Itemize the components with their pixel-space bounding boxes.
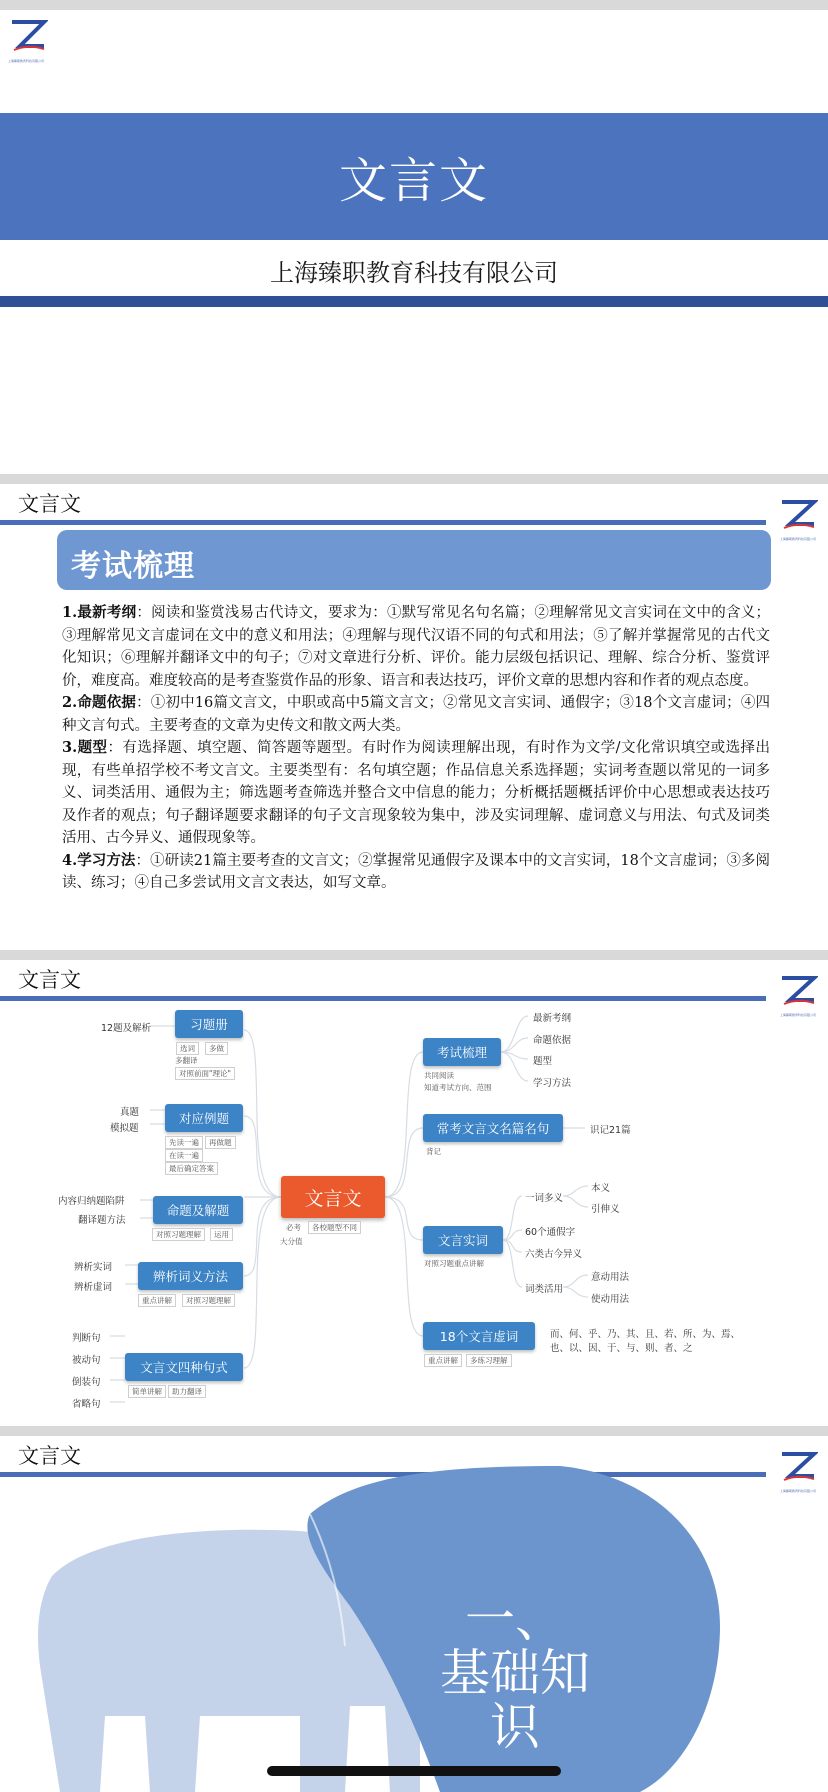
- node-tag: 多练习理解: [466, 1354, 512, 1367]
- node-tag: 知道考试方向、范围: [424, 1083, 492, 1092]
- logo-caption: 上海臻职教育科技有限公司: [779, 1489, 816, 1493]
- node-tag: 共同阅读: [424, 1071, 454, 1080]
- title-band: [0, 113, 828, 240]
- node-tag: 助力翻译: [168, 1385, 206, 1398]
- item-label: 1.最新考纲: [62, 604, 137, 621]
- cover-title: 文言文: [338, 153, 489, 209]
- slide-section-basics: [0, 1436, 828, 1792]
- leaf: 一词多义: [525, 1193, 564, 1204]
- logo-caption: 上海臻职教育科技有限公司: [779, 537, 816, 541]
- section-banner: [57, 530, 771, 590]
- leaf: 识记21篇: [590, 1125, 631, 1136]
- mind-map-center: 文言文: [281, 1176, 385, 1218]
- company-logo: [8, 18, 48, 63]
- leaf: 题型: [533, 1056, 553, 1067]
- leaf: 本义: [591, 1183, 611, 1194]
- node-tag: 多做: [205, 1042, 228, 1055]
- leaf: 六类古今异义: [525, 1249, 583, 1260]
- company-logo: [778, 498, 818, 541]
- banner-title: 考试梳理: [71, 549, 195, 584]
- slide-cover: [0, 10, 828, 474]
- leaf: 引伸义: [591, 1204, 620, 1215]
- node-tag: 选词: [176, 1042, 199, 1055]
- node-tag: 重点讲解: [424, 1354, 462, 1367]
- node-questions-solutions: 命题及解题: [153, 1196, 243, 1224]
- slide-header: 文言文: [18, 1444, 81, 1468]
- leaf: 而、何、乎、乃、其、且、若、所、为、焉、: [550, 1329, 741, 1340]
- leaf: 最新考纲: [533, 1013, 572, 1024]
- node-tag: 对照习题重点讲解: [424, 1259, 484, 1268]
- slide-header: 文言文: [18, 968, 81, 992]
- exam-item: [62, 850, 770, 895]
- leaf: 判断句: [72, 1333, 101, 1344]
- node-tag: 对照习题理解: [152, 1228, 205, 1241]
- z-logo-icon: [778, 498, 818, 532]
- leaf: 真题: [120, 1107, 140, 1118]
- leaf: 60个通假字: [525, 1227, 576, 1238]
- leaf: 也、以、因、于、与、则、者、之: [550, 1343, 693, 1354]
- item-label: 4.学习方法: [62, 851, 136, 869]
- node-tag: 简单讲解: [128, 1385, 166, 1398]
- node-word-meaning-methods: 辨析词义方法: [138, 1262, 243, 1290]
- node-exercise-book: 习题册: [175, 1010, 243, 1038]
- node-tag: 最后确定答案: [165, 1162, 218, 1175]
- header-rule: [0, 520, 766, 525]
- node-four-sentence-patterns: 文言文四种句式: [125, 1353, 243, 1381]
- slide-exam-overview: [0, 484, 828, 950]
- leaf: 倒装句: [72, 1377, 101, 1388]
- node-tag: 再做题: [205, 1136, 236, 1149]
- leaf: 模拟题: [110, 1123, 139, 1134]
- mind-map: [0, 960, 828, 1426]
- center-tag: 各校题型不同: [308, 1221, 361, 1234]
- exam-item: [62, 692, 770, 737]
- leaf: 命题依据: [533, 1035, 572, 1046]
- leaf: 使动用法: [591, 1294, 630, 1305]
- leaf: 12题及解析: [101, 1023, 152, 1034]
- item-text: ：①研读21篇主要考查的文言文；②掌握常见通假字及课本中的文言实词，18个文言虚词；③多阅读、练习；④自己多尝试用文言文表达，如写文章。: [62, 852, 770, 891]
- home-indicator[interactable]: [267, 1766, 561, 1776]
- item-label: 2.命题依据: [62, 694, 137, 711]
- divider-bar: [0, 296, 828, 307]
- node-function-words: 18个文言虚词: [423, 1322, 535, 1350]
- leaf: 翻译题方法: [78, 1215, 126, 1226]
- item-label: 3.题型: [62, 739, 108, 756]
- node-tag: 对照前面"理论": [175, 1067, 235, 1080]
- leaf: 辨析虚词: [74, 1282, 113, 1293]
- leaf: 辨析实词: [74, 1262, 113, 1273]
- leaf: 词类活用: [525, 1284, 564, 1295]
- node-example-questions: 对应例题: [165, 1104, 243, 1132]
- section-title-line: 一、: [465, 1590, 565, 1648]
- node-tag: 先读一遍: [165, 1136, 203, 1149]
- item-text: ：①初中16篇文言文，中职或高中5篇文言文；②常见文言实词、通假字；③18个文言虚词；④四种文言句式。主要考查的文章为史传文和散文两大类。: [62, 695, 771, 734]
- leaf: 意动用法: [591, 1272, 630, 1283]
- item-text: ：有选择题、填空题、简答题等题型。有时作为阅读理解出现，有时作为文学/文化常识填空或选择出现，有些单招学校不考文言文。主要类型有：名句填空题；作品信息关系选择题；实词考查题以常见的一词多义、词类活用、通假为主；筛选题考查筛选并整合文中信息的能力；分析概括题概括评价中心思想或表达技巧及作者的观点；句子翻译题要求翻译的句子文言现象较为集中，涉及实词理解、虚词意义与用法、句式及词类活用、古今异义、通假现象等。: [62, 740, 770, 846]
- node-tag: 在读一遍: [165, 1149, 203, 1162]
- node-tag: 重点讲解: [138, 1294, 176, 1307]
- node-tag: 背记: [426, 1147, 441, 1156]
- company-name: 上海臻职教育科技有限公司: [270, 259, 558, 287]
- elephant-illustration: [0, 1436, 828, 1792]
- z-logo-icon: [8, 18, 48, 54]
- node-tag: 对照习题理解: [182, 1294, 235, 1307]
- node-tag: 多翻译: [175, 1056, 198, 1065]
- section-title: [425, 1592, 605, 1754]
- node-tag: 运用: [210, 1228, 233, 1241]
- center-tag: 大分值: [280, 1237, 303, 1246]
- item-text: ：阅读和鉴赏浅易古代诗文，要求为：①默写常见名句名篇；②理解常见文言实词在文中的含义；③理解常见文言虚词在文中的意义和用法；④理解与现代汉语不同的句式和用法；⑤了解并掌握常见的古代文化知识；⑥理解并翻译文中的句子；⑦对文章进行分析、评价。能力层级包括识记、理解、综合分析、鉴赏评价，难度高。难度较高的是考查鉴赏作品的形象、语言和表达技巧，评价文章的思想内容和作者的观点态度。: [62, 605, 771, 689]
- logo-caption: 上海臻职教育科技有限公司: [779, 1013, 816, 1017]
- exam-text: [62, 602, 770, 895]
- center-tag: 必考: [286, 1223, 301, 1232]
- leaf: 省略句: [72, 1399, 101, 1410]
- slide-header: 文言文: [18, 492, 81, 516]
- slide-mind-map: [0, 960, 828, 1426]
- leaf: 学习方法: [533, 1078, 572, 1089]
- exam-item: [62, 602, 770, 692]
- node-famous-passages: 常考文言文名篇名句: [423, 1114, 563, 1142]
- node-content-words: 文言实词: [423, 1226, 503, 1254]
- logo-caption: 上海臻职教育科技有限公司: [8, 59, 45, 63]
- section-title-line: 基础知: [440, 1644, 590, 1702]
- leaf: 内容归纳题陷阱: [58, 1196, 125, 1207]
- node-exam-overview: 考试梳理: [423, 1038, 501, 1066]
- leaf: 被动句: [72, 1355, 101, 1366]
- exam-item: [62, 737, 770, 850]
- section-title-line: 识: [490, 1698, 540, 1756]
